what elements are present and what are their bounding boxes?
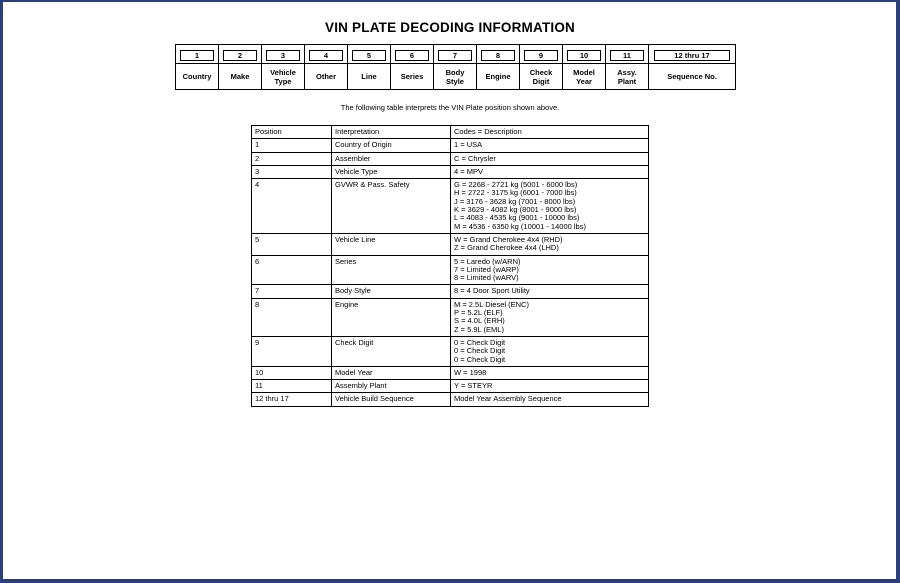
- vin-position-label: [348, 64, 391, 90]
- table-row: [252, 152, 649, 165]
- codes-cell: [451, 285, 649, 298]
- vin-position-cell: [391, 45, 434, 64]
- vin-position-label: [606, 64, 649, 90]
- vin-position-cell: [348, 45, 391, 64]
- codes-cell: [451, 165, 649, 178]
- table-row: [252, 336, 649, 366]
- vin-label-line: Other: [315, 72, 336, 81]
- interpretation-cell: Assembly Plant: [332, 380, 451, 393]
- code-description-line: S = 4.0L (ERH): [454, 316, 505, 326]
- vin-position-cell: [520, 45, 563, 64]
- vin-position-cell: [176, 45, 219, 64]
- vin-label-line: Body: [445, 67, 465, 77]
- vin-label-line: Plant: [617, 76, 637, 86]
- code-description-line: 8 = Limited (wARV): [454, 273, 519, 283]
- vin-position-cell: [434, 45, 477, 64]
- table-header-row: [252, 126, 649, 139]
- code-description-line: P = 5.2L (ELF): [454, 308, 503, 318]
- table-row: [252, 179, 649, 234]
- codes-cell: [451, 179, 649, 234]
- vin-position-label: [434, 64, 477, 90]
- vin-position-cell: [606, 45, 649, 64]
- vin-position-label: [563, 64, 606, 90]
- codes-cell: [451, 152, 649, 165]
- table-row: [252, 366, 649, 379]
- position-cell: 1: [252, 139, 332, 152]
- code-description-line: G = 2268 - 2721 kg (5001 - 6000 lbs): [454, 180, 578, 190]
- vin-label-line: Series: [400, 72, 424, 81]
- vin-position-cell: [219, 45, 262, 64]
- vin-position-row: [176, 45, 736, 64]
- codes-cell: [451, 233, 649, 255]
- vin-label-line: Type: [274, 76, 292, 86]
- position-cell: 12 thru 17: [252, 393, 332, 406]
- vin-position-number: 8: [481, 50, 515, 61]
- vin-position-number: 2: [223, 50, 257, 61]
- code-description-line: 0 = Check Digit: [454, 346, 506, 356]
- interpretation-cell: Vehicle Line: [332, 233, 451, 255]
- vin-label-line: Engine: [485, 72, 511, 81]
- code-description-line: Z = Grand Cherokee 4x4 (LHD): [454, 243, 559, 253]
- table-body: [252, 139, 649, 406]
- vin-position-number: 9: [524, 50, 558, 61]
- vin-position-number: 3: [266, 50, 300, 61]
- code-description-line: L = 4083 - 4535 kg (9001 - 10000 lbs): [454, 213, 580, 223]
- table-row: [252, 233, 649, 255]
- vin-label-line: Line: [361, 72, 377, 81]
- page-title: VIN PLATE DECODING INFORMATION: [325, 20, 575, 35]
- interpretation-cell: Country of Origin: [332, 139, 451, 152]
- vin-position-cell: [305, 45, 348, 64]
- codes-cell: [451, 366, 649, 379]
- code-description-line: Model Year Assembly Sequence: [454, 394, 562, 404]
- vin-label-line: Country: [182, 72, 212, 81]
- table-row: [252, 165, 649, 178]
- vin-label-line: Sequence No.: [667, 72, 717, 81]
- position-cell: 6: [252, 255, 332, 285]
- vin-position-label: [219, 64, 262, 90]
- code-description-line: W = Grand Cherokee 4x4 (RHD): [454, 234, 563, 244]
- codes-cell: [451, 336, 649, 366]
- code-description-line: Y = STEYR: [454, 381, 493, 391]
- position-cell: 8: [252, 298, 332, 336]
- codes-cell: [451, 139, 649, 152]
- vin-position-label: [176, 64, 219, 90]
- vin-position-cell: [477, 45, 520, 64]
- vin-label-line: Model: [573, 67, 595, 77]
- vin-position-number: 10: [567, 50, 601, 61]
- position-cell: 5: [252, 233, 332, 255]
- code-description-line: 7 = Limited (wARP): [454, 264, 519, 274]
- vin-position-number: 6: [395, 50, 429, 61]
- vin-interpretation-table: [251, 125, 649, 407]
- vin-position-number: 12 thru 17: [654, 50, 730, 61]
- code-description-line: W = 1998: [454, 367, 487, 377]
- position-cell: 7: [252, 285, 332, 298]
- code-description-line: 0 = Check Digit: [454, 354, 506, 364]
- vin-position-cell: [649, 45, 736, 64]
- code-description-line: 1 = USA: [454, 140, 483, 150]
- column-header-codes: Codes = Description: [451, 126, 649, 139]
- vin-position-number: 4: [309, 50, 343, 61]
- table-row: [252, 393, 649, 406]
- table-row: [252, 285, 649, 298]
- code-description-line: C = Chrysler: [454, 153, 496, 163]
- interpretation-cell: Series: [332, 255, 451, 285]
- table-row: [252, 139, 649, 152]
- codes-cell: [451, 380, 649, 393]
- codes-cell: [451, 393, 649, 406]
- code-description-line: 8 = 4 Door Sport Utility: [454, 286, 530, 296]
- vin-position-label: [262, 64, 305, 90]
- position-cell: 4: [252, 179, 332, 234]
- code-description-line: 0 = Check Digit: [454, 337, 506, 347]
- code-description-line: 4 = MPV: [454, 166, 483, 176]
- interpretation-cell: Body Style: [332, 285, 451, 298]
- vin-position-label: [477, 64, 520, 90]
- code-description-line: M = 2.5L Diesel (ENC): [454, 299, 529, 309]
- table-row: [252, 255, 649, 285]
- vin-label-line: Style: [446, 76, 464, 86]
- position-cell: 2: [252, 152, 332, 165]
- vin-position-label: [391, 64, 434, 90]
- interpretation-cell: Model Year: [332, 366, 451, 379]
- vin-label-row: [176, 64, 736, 90]
- vin-position-label: [305, 64, 348, 90]
- codes-cell: [451, 298, 649, 336]
- code-description-line: H = 2722 - 3175 kg (6001 - 7000 lbs): [454, 188, 577, 198]
- vin-label-line: Check: [529, 67, 553, 77]
- position-cell: 10: [252, 366, 332, 379]
- vin-position-cell: [563, 45, 606, 64]
- vin-position-number: 5: [352, 50, 386, 61]
- interpretation-cell: Assembler: [332, 152, 451, 165]
- code-description-line: Z = 5.9L (EML): [454, 324, 504, 334]
- interpretation-cell: Vehicle Build Sequence: [332, 393, 451, 406]
- vin-label-line: Digit: [532, 76, 550, 86]
- code-description-line: M = 4536 - 6350 kg (10001 - 14000 lbs): [454, 221, 586, 231]
- code-description-line: K = 3629 - 4082 kg (8001 - 9000 lbs): [454, 205, 577, 215]
- code-description-line: J = 3176 - 3628 kg (7001 - 8000 lbs): [454, 196, 576, 206]
- vin-label-line: Make: [230, 72, 250, 81]
- vin-position-label: [649, 64, 736, 90]
- position-cell: 9: [252, 336, 332, 366]
- column-header-position: Position: [252, 126, 332, 139]
- vin-label-line: Assy.: [617, 67, 637, 77]
- position-cell: 11: [252, 380, 332, 393]
- vin-position-label: [520, 64, 563, 90]
- vin-plate-diagram: [175, 44, 736, 90]
- vin-label-line: Vehicle: [270, 67, 296, 77]
- interpretation-cell: Vehicle Type: [332, 165, 451, 178]
- vin-label-line: Year: [576, 76, 592, 86]
- vin-position-cell: [262, 45, 305, 64]
- codes-cell: [451, 255, 649, 285]
- interpretation-cell: GVWR & Pass. Safety: [332, 179, 451, 234]
- table-row: [252, 380, 649, 393]
- vin-position-number: 7: [438, 50, 472, 61]
- code-description-line: 5 = Laredo (w/ARN): [454, 256, 521, 266]
- column-header-interpretation: Interpretation: [332, 126, 451, 139]
- table-row: [252, 298, 649, 336]
- interpretation-cell: Engine: [332, 298, 451, 336]
- vin-position-number: 1: [180, 50, 214, 61]
- interpretation-cell: Check Digit: [332, 336, 451, 366]
- vin-position-number: 11: [610, 50, 644, 61]
- table-caption: The following table interprets the VIN Plate position shown above.: [340, 103, 560, 112]
- position-cell: 3: [252, 165, 332, 178]
